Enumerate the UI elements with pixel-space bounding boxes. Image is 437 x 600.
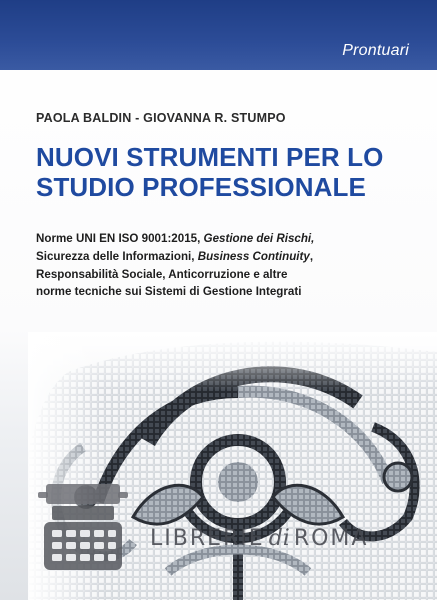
watermark-word-di: di: [268, 526, 290, 551]
typewriter-icon: [38, 482, 128, 574]
title-line-1: NUOVI STRUMENTI PER LO: [36, 142, 384, 172]
top-band: [0, 0, 437, 70]
subtitle-line-1: Norme UNI EN ISO 9001:2015, Gestione dei Rischi,: [36, 232, 315, 245]
watermark-librerie-di-roma: [150, 526, 368, 551]
authors: PAOLA BALDIN - GIOVANNA R. STUMPO: [36, 111, 286, 125]
book-title: [36, 142, 416, 202]
watermark-word-librerie: LIBRERIE: [150, 526, 265, 551]
watermark-word-roma: ROMA: [293, 526, 369, 551]
subtitle-line-3: Responsabilità Sociale, Anticorruzione e altre: [36, 267, 288, 281]
subtitle-line-4: norme tecniche sui Sistemi di Gestione Integrati: [36, 285, 302, 299]
title-line-2: STUDIO PROFESSIONALE: [36, 172, 366, 202]
book-subtitle: [36, 230, 411, 301]
subtitle-line-2: Sicurezza delle Informazioni, Business Continuity,: [36, 249, 314, 263]
series-label: Prontuari: [342, 42, 409, 59]
